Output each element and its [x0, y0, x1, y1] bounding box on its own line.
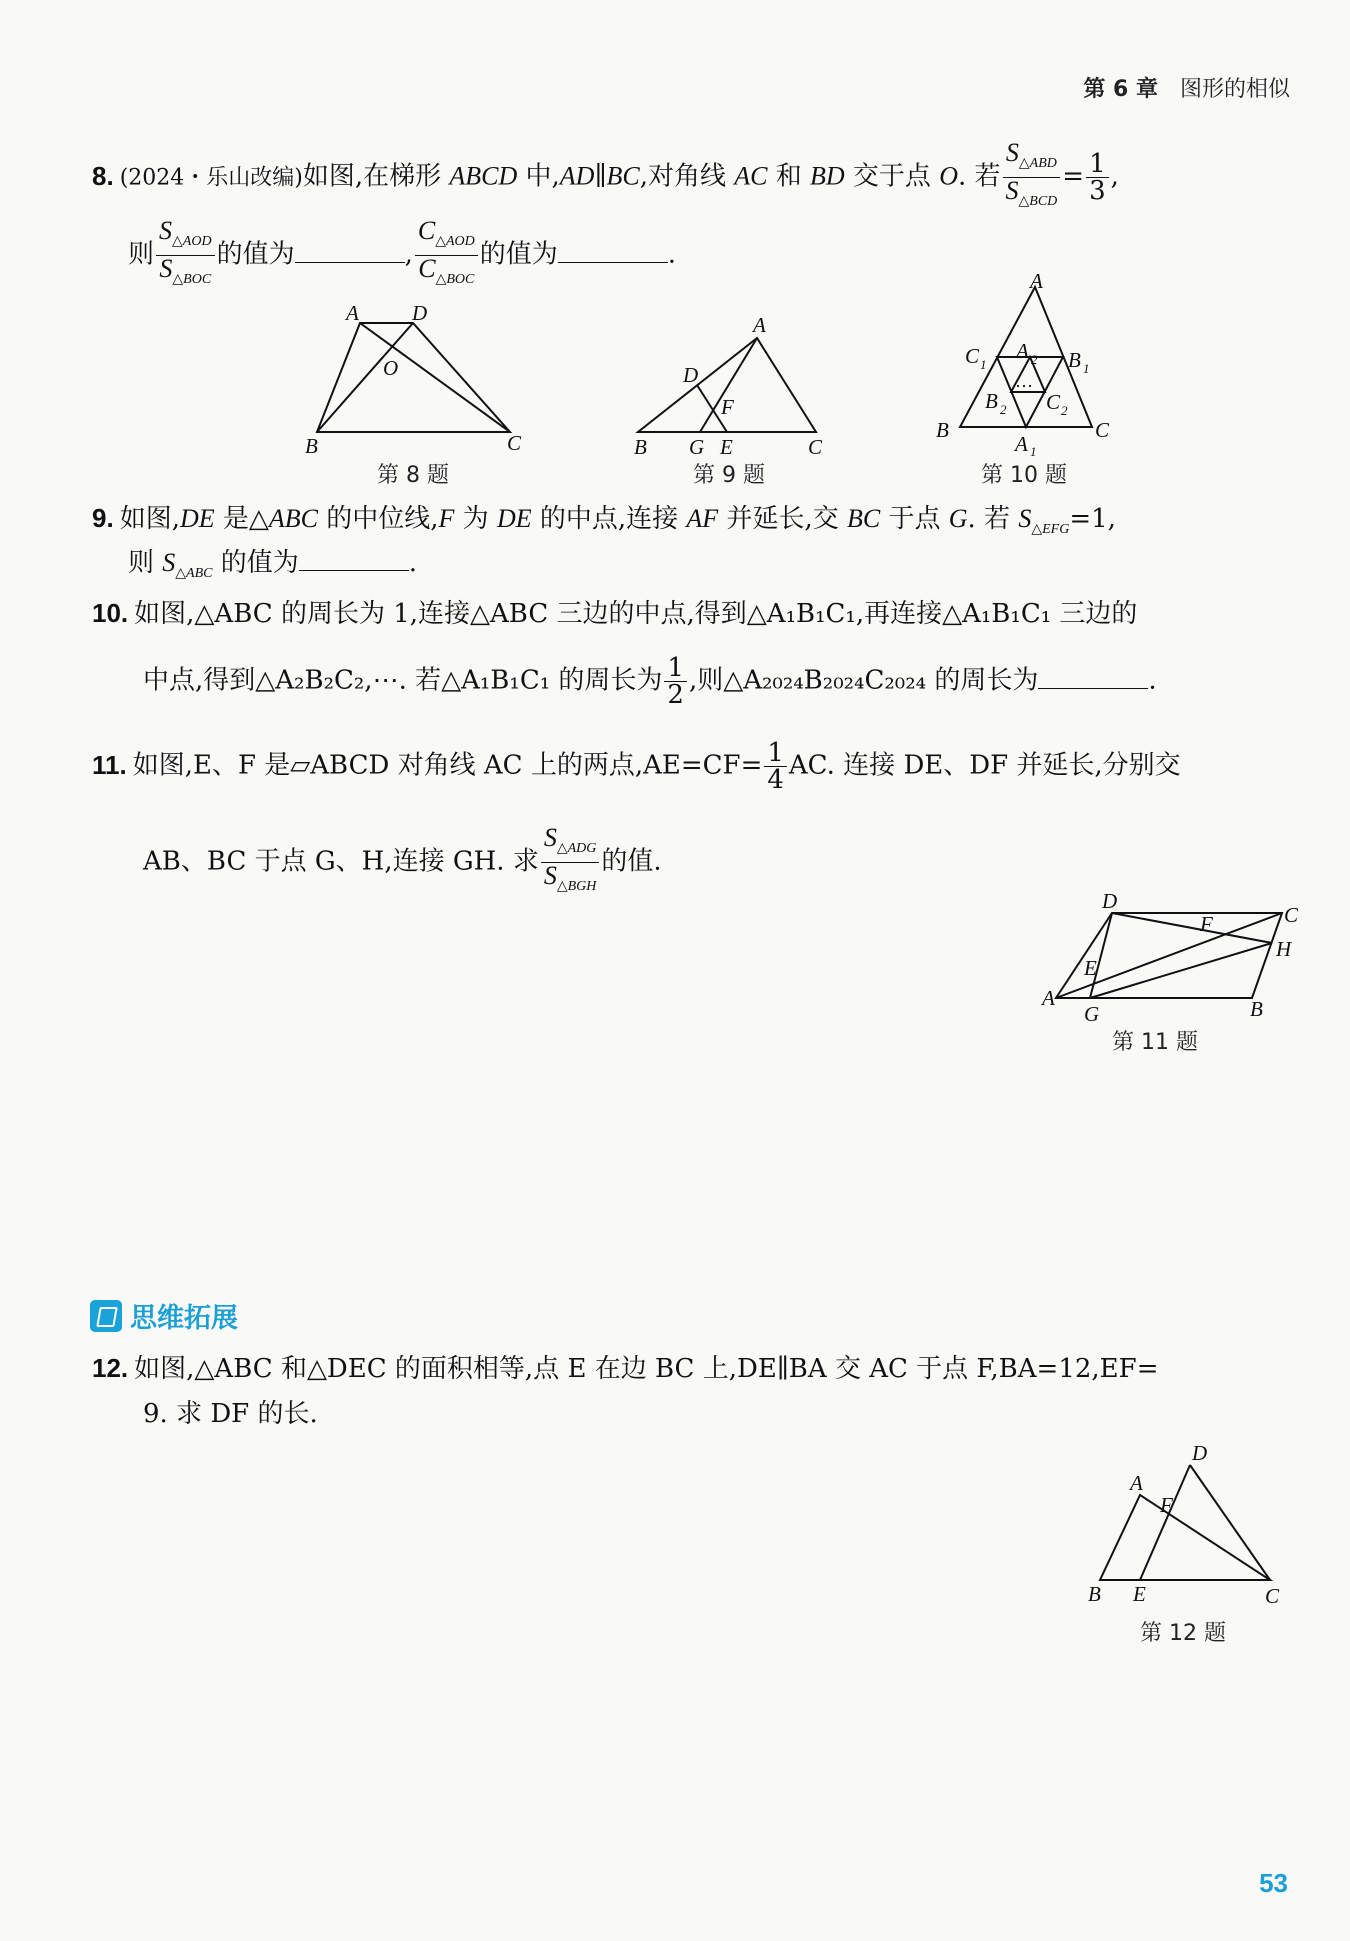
- label: F: [1160, 1493, 1173, 1517]
- math: BC: [846, 504, 881, 533]
- label: C: [1284, 903, 1299, 927]
- answer-blank[interactable]: [295, 240, 405, 263]
- math: DE: [496, 504, 532, 533]
- text: 的值为: [212, 548, 299, 578]
- label: G: [689, 435, 705, 459]
- question-9-line-2: [128, 543, 417, 594]
- label: C: [1095, 418, 1110, 442]
- question-number: 8.: [92, 160, 114, 191]
- subscript: 1: [1083, 361, 1090, 376]
- question-number: 11.: [92, 749, 127, 780]
- page-number: 53: [1259, 1868, 1288, 1898]
- frac-den: C: [418, 254, 436, 284]
- section-header: [90, 1296, 238, 1335]
- sub: △AOD: [172, 234, 212, 250]
- text: ,: [404, 239, 413, 270]
- label: H: [1276, 937, 1292, 961]
- section-title: 思维拓展: [130, 1303, 238, 1334]
- label: B: [1068, 348, 1081, 372]
- frac-den: 2: [667, 680, 684, 710]
- answer-blank[interactable]: [299, 548, 409, 571]
- fraction: [764, 740, 787, 793]
- subscript: 2: [1000, 402, 1007, 417]
- question-source: (2024・乐山改编): [119, 165, 303, 191]
- text: 和: [767, 161, 810, 192]
- label: A: [1016, 339, 1029, 363]
- math: AF: [686, 504, 719, 533]
- answer-blank[interactable]: [558, 240, 668, 263]
- sub: △ABD: [1018, 156, 1057, 172]
- text: ,则△A₂₀₂₄B₂₀₂₄C₂₀₂₄ 的周长为: [688, 665, 1039, 696]
- label: A: [1015, 432, 1028, 456]
- text: 的值为: [479, 239, 558, 270]
- label: B: [305, 434, 318, 458]
- label: D: [1192, 1441, 1208, 1465]
- text: 如图,E、F 是▱ABCD 对角线 AC 上的两点,AE=CF=: [132, 750, 763, 781]
- text: 并延长,交: [718, 504, 847, 534]
- fraction: [664, 655, 687, 708]
- label: D: [683, 363, 699, 387]
- label: A: [753, 313, 766, 337]
- frac-num: 1: [664, 655, 687, 682]
- frac-num: 1: [764, 740, 787, 767]
- label: C: [507, 431, 522, 455]
- text: AC. 连接 DE、DF 并延长,分别交: [788, 750, 1181, 781]
- label: A: [1042, 986, 1055, 1010]
- text: 的中位线,: [318, 504, 439, 534]
- caption-11: 第 11 题: [1112, 1030, 1198, 1055]
- math: O: [939, 161, 958, 191]
- question-number: 12.: [92, 1353, 129, 1383]
- text: .: [667, 239, 677, 270]
- question-12-line-1: [92, 1348, 1159, 1389]
- text: 中,: [517, 161, 560, 192]
- text: 为: [454, 504, 497, 534]
- question-10-line-1: [92, 593, 1137, 634]
- label: G: [1084, 1002, 1100, 1026]
- text: ,: [1110, 161, 1119, 192]
- text: 则: [128, 239, 155, 270]
- sub: △ADG: [556, 841, 597, 857]
- text: 的中点,连接: [531, 504, 687, 534]
- text: 是△: [214, 504, 269, 534]
- math: BD: [810, 161, 845, 191]
- math: ABC: [268, 504, 318, 533]
- text: 如图,: [119, 504, 180, 534]
- label: C: [1046, 390, 1061, 414]
- subscript: 2: [1031, 352, 1038, 367]
- math: ABCD: [449, 161, 518, 191]
- subscript: 1: [1030, 444, 1037, 459]
- label: A: [1130, 1471, 1143, 1495]
- chapter-header: [1083, 72, 1290, 103]
- frac-den: 4: [767, 765, 784, 795]
- label: O: [383, 356, 399, 380]
- frac-num: C: [417, 216, 436, 245]
- math: AC: [734, 161, 768, 191]
- sub: △BOC: [172, 272, 212, 288]
- sub: △BCD: [1018, 194, 1058, 210]
- caption-9: 第 9 题: [693, 463, 765, 488]
- label: E: [1084, 956, 1097, 980]
- fraction: [415, 218, 478, 293]
- label: F: [1200, 912, 1213, 936]
- label: B: [985, 389, 998, 413]
- question-number: 10.: [92, 598, 129, 628]
- sub: △BOC: [435, 272, 475, 288]
- frac-den: S: [159, 254, 173, 284]
- label: A: [346, 301, 359, 325]
- label: B: [1088, 1582, 1101, 1606]
- label: A: [1030, 269, 1043, 293]
- fraction: [541, 825, 600, 900]
- subscript: 2: [1061, 403, 1068, 418]
- label: D: [1102, 889, 1118, 913]
- sub: △BGH: [556, 879, 597, 895]
- caption-10: 第 10 题: [981, 463, 1067, 488]
- text: .: [1148, 665, 1157, 696]
- text: 如图,在梯形: [302, 161, 450, 192]
- text: 交于点: [844, 161, 940, 192]
- frac-num: 1: [1086, 151, 1109, 178]
- frac-num: S: [1005, 138, 1019, 167]
- question-8-line-2: [128, 218, 676, 293]
- label: B: [1250, 997, 1263, 1021]
- question-11-line-1: [92, 740, 1181, 793]
- text: =1,: [1069, 504, 1116, 534]
- fraction: [1086, 149, 1109, 207]
- text: . 若: [967, 504, 1019, 534]
- text: 如图,△ABC 的周长为 1,连接△ABC 三边的中点,得到△A₁B₁C₁,再连接△A₁B₁C₁ 三边的: [134, 599, 1138, 629]
- math: S: [162, 548, 176, 577]
- fraction: [1003, 140, 1061, 215]
- sub: △AOD: [435, 234, 475, 250]
- ellipsis: ⋯: [1015, 376, 1033, 396]
- question-12-line-2: [143, 1394, 318, 1434]
- text: 的值为: [216, 239, 295, 270]
- frac-den: S: [1005, 176, 1019, 206]
- math: G: [948, 504, 968, 533]
- frac-num: S: [543, 823, 557, 852]
- label: B: [634, 435, 647, 459]
- text: 于点: [880, 504, 949, 534]
- text: 则: [128, 548, 163, 578]
- question-11-line-2: [143, 825, 662, 900]
- figure-11: [1020, 890, 1320, 1030]
- figure-12: [1080, 1440, 1300, 1620]
- question-10-line-2: [143, 655, 1157, 708]
- text: ,对角线: [639, 161, 735, 192]
- label: C: [808, 435, 823, 459]
- text: 中点,得到△A₂B₂C₂,⋯. 若△A₁B₁C₁ 的周长为: [143, 665, 663, 696]
- pencil-note-icon: [90, 1300, 122, 1332]
- question-number: 9.: [92, 503, 114, 533]
- text: =: [1062, 161, 1085, 192]
- fraction: [156, 218, 215, 293]
- math: F: [438, 504, 455, 533]
- caption-8: 第 8 题: [377, 463, 449, 488]
- frac-den: S: [543, 861, 557, 891]
- label: E: [1133, 1582, 1146, 1606]
- question-8-line-1: [92, 140, 1119, 215]
- math: S: [1018, 504, 1032, 533]
- caption-12: 第 12 题: [1140, 1621, 1226, 1646]
- answer-blank[interactable]: [1038, 666, 1148, 689]
- sub: △ABC: [175, 566, 213, 582]
- math: DE: [179, 504, 215, 533]
- text: 如图,△ABC 和△DEC 的面积相等,点 E 在边 BC 上,DE∥BA 交 AC 于点 F,BA=12,EF=: [134, 1354, 1159, 1384]
- text: 的值.: [601, 846, 662, 877]
- label: D: [412, 301, 428, 325]
- label: B: [936, 418, 949, 442]
- frac-den: 3: [1089, 176, 1106, 207]
- frac-num: S: [159, 216, 173, 245]
- label: C: [1265, 1584, 1280, 1608]
- sub: △EFG: [1031, 522, 1070, 538]
- figure-8: [317, 323, 510, 432]
- label: F: [721, 395, 734, 419]
- chapter-number: 第 6 章: [1083, 77, 1158, 102]
- label: E: [720, 435, 733, 459]
- text: .: [408, 548, 418, 578]
- text: . 若: [957, 161, 1001, 192]
- text: AB、BC 于点 G、H,连接 GH. 求: [143, 846, 539, 877]
- text: 9. 求 DF 的长.: [143, 1399, 318, 1429]
- subscript: 1: [980, 357, 987, 372]
- chapter-title: 图形的相似: [1179, 77, 1290, 102]
- label: C: [965, 344, 980, 368]
- math: AD∥BC: [559, 161, 640, 191]
